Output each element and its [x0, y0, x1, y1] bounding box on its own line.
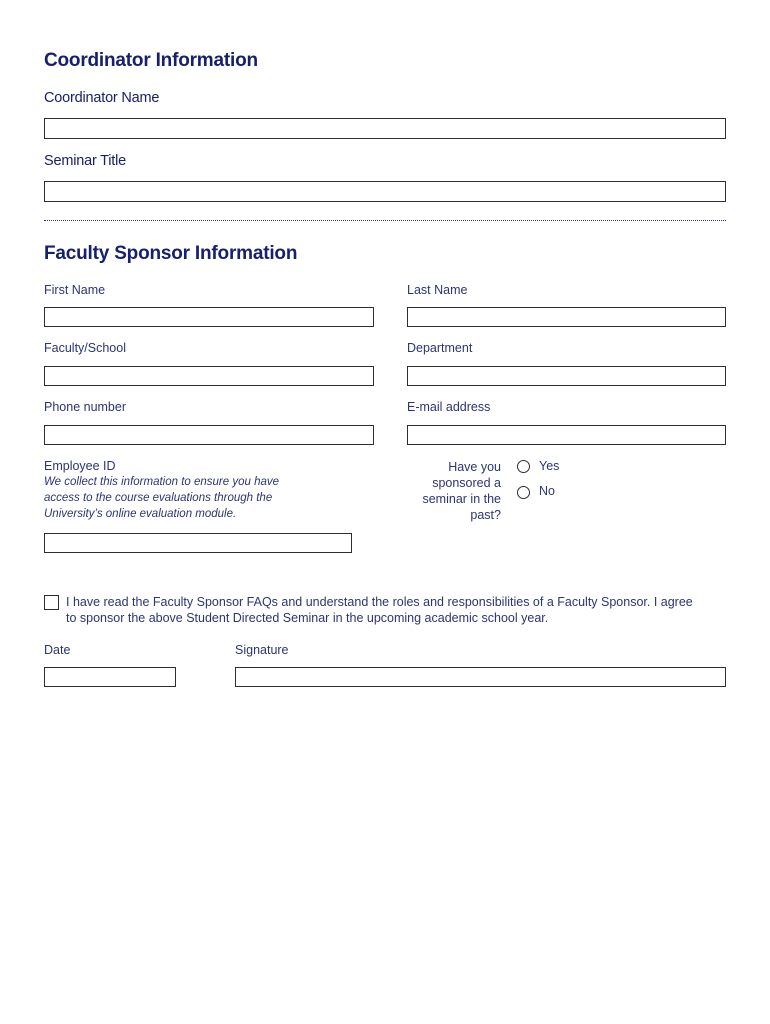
sponsored-question: [400, 459, 501, 523]
employee-id-label: Employee ID: [44, 459, 116, 473]
seminar-title-field[interactable]: [44, 181, 726, 202]
seminar-title-label: Seminar Title: [44, 153, 127, 169]
agreement-text: [66, 594, 746, 626]
email-field[interactable]: [407, 425, 726, 445]
signature-field[interactable]: [235, 667, 726, 687]
last-name-label: Last Name: [407, 283, 468, 297]
sponsored-question-line: sponsored a: [432, 476, 501, 490]
no-radio[interactable]: [517, 486, 530, 499]
no-label: No: [539, 484, 555, 498]
sponsored-question-line: past?: [470, 508, 501, 522]
signature-label: Signature: [235, 643, 289, 657]
agreement-line: to sponsor the above Student Directed Seminar in the upcoming academic school year.: [66, 611, 549, 625]
date-field[interactable]: [44, 667, 176, 687]
first-name-label: First Name: [44, 283, 106, 297]
yes-label: Yes: [539, 459, 560, 473]
sponsored-question-line: seminar in the: [422, 492, 501, 506]
employee-id-note: [44, 474, 344, 522]
employee-id-note-line: University’s online evaluation module.: [44, 508, 237, 520]
department-label: Department: [407, 341, 473, 355]
yes-radio[interactable]: [517, 460, 530, 473]
last-name-field[interactable]: [407, 307, 726, 327]
faculty-school-field[interactable]: [44, 366, 374, 386]
employee-id-note-line: We collect this information to ensure you have: [44, 476, 280, 488]
section-divider: [44, 220, 726, 221]
agreement-checkbox[interactable]: [44, 595, 59, 610]
faculty-sponsor-heading: Faculty Sponsor Information: [44, 243, 298, 264]
agreement-line: I have read the Faculty Sponsor FAQs and understand the roles and responsibilities of a Faculty Sponsor. I agree: [66, 595, 693, 609]
date-label: Date: [44, 643, 71, 657]
email-label: E-mail address: [407, 400, 491, 414]
employee-id-note-line: access to the course evaluations through the: [44, 492, 273, 504]
employee-id-field[interactable]: [44, 533, 352, 553]
sponsored-question-line: Have you: [448, 460, 501, 474]
faculty-school-label: Faculty/School: [44, 341, 126, 355]
coordinator-heading: Coordinator Information: [44, 50, 258, 71]
first-name-field[interactable]: [44, 307, 374, 327]
department-field[interactable]: [407, 366, 726, 386]
coordinator-name-label: Coordinator Name: [44, 90, 160, 106]
phone-label: Phone number: [44, 400, 127, 414]
coordinator-name-field[interactable]: [44, 118, 726, 139]
phone-field[interactable]: [44, 425, 374, 445]
